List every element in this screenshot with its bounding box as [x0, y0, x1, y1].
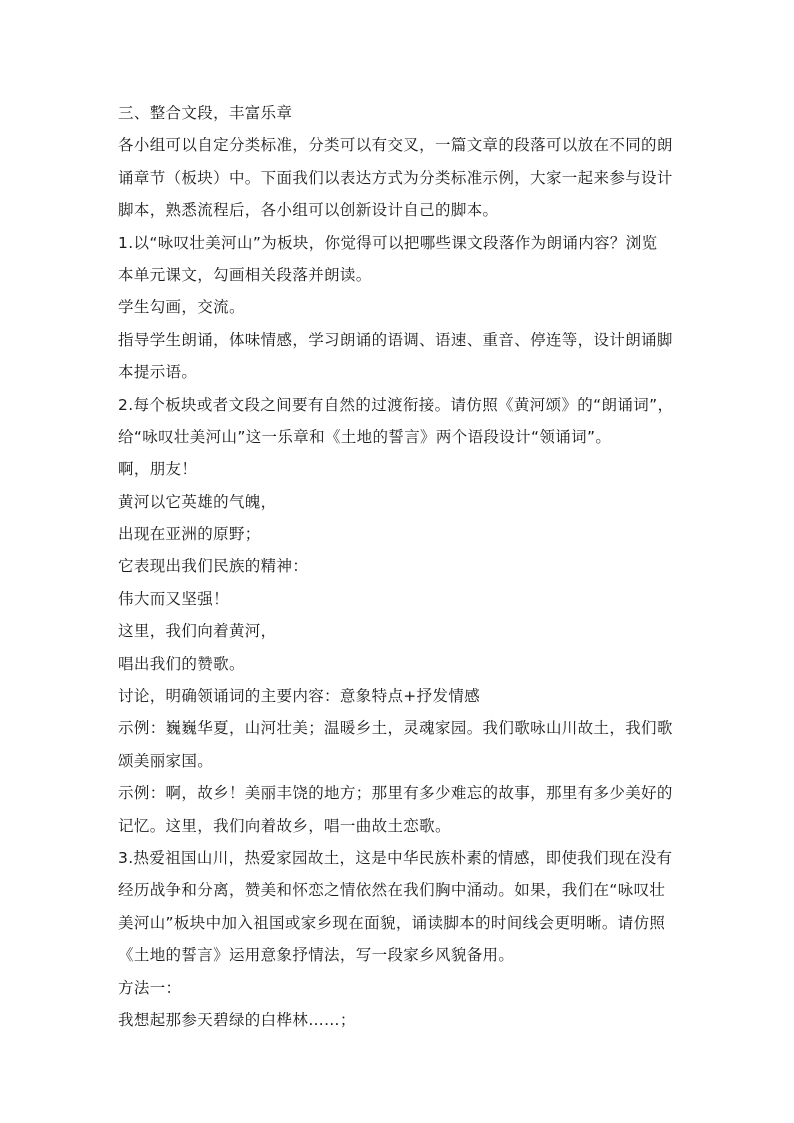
paragraph-line: 讨论，明确领诵词的主要内容：意象特点+抒发情感: [118, 687, 481, 706]
document-body: [118, 97, 678, 1036]
question-3-line: 美河山”板块中加入祖国或家乡现在面貌，诵读脚本的时间线会更明晰。请仿照: [118, 913, 666, 932]
question-2-line: 2.每个板块或者文段之间要有自然的过渡衔接。请仿照《黄河颂》的“朗诵词”，: [118, 395, 674, 414]
example-line: 记忆。这里，我们向着故乡，唱一曲故土恋歌。: [118, 816, 451, 835]
paragraph-line: 方法一：: [118, 978, 182, 997]
poem-line: 它表现出我们民族的精神：: [118, 557, 309, 576]
paragraph-line: 脚本，熟悉流程后，各小组可以创新设计自己的脚本。: [118, 201, 499, 220]
poem-line: 出现在亚洲的原野；: [118, 525, 261, 544]
paragraph-line: 诵章节（板块）中。下面我们以表达方式为分类标准示例，大家一起来参与设计: [118, 168, 673, 187]
question-3-line: 《土地的誓言》运用意象抒情法，写一段家乡风貌备用。: [118, 946, 515, 965]
example-line: 示例：啊，故乡！美丽丰饶的地方；那里有多少难忘的故事，那里有多少美好的: [118, 784, 673, 803]
section-heading: 三、整合文段，丰富乐章: [118, 104, 293, 122]
poem-line: 啊，朋友！: [118, 460, 198, 479]
example-line: 示例：巍巍华夏，山河壮美；温暖乡土，灵魂家园。我们歌咏山川故土，我们歌: [118, 719, 673, 738]
paragraph-line: 本提示语。: [118, 363, 198, 382]
paragraph-line: 各小组可以自定分类标准，分类可以有交叉，一篇文章的段落可以放在不同的朗: [118, 136, 673, 155]
paragraph-line: 我想起那参天碧绿的白桦林……；: [118, 1010, 356, 1029]
question-1-line: 本单元课文，勾画相关段落并朗读。: [118, 265, 372, 284]
poem-line: 唱出我们的赞歌。: [118, 654, 245, 673]
question-3-line: 3.热爱祖国山川，热爱家园故土，这是中华民族朴素的情感，即使我们现在没有: [118, 848, 673, 867]
question-2-line: 给“咏叹壮美河山”这一乐章和《土地的誓言》两个语段设计“领诵词”。: [118, 427, 612, 446]
poem-line: 这里，我们向着黄河，: [118, 622, 277, 641]
poem-line: 黄河以它英雄的气魄，: [118, 492, 277, 511]
question-1-line: 1.以“咏叹壮美河山”为板块，你觉得可以把哪些课文段落作为朗诵内容？浏览: [118, 233, 658, 252]
poem-line: 伟大而又坚强！: [118, 589, 229, 608]
example-line: 颂美丽家国。: [118, 751, 214, 770]
paragraph-line: 指导学生朗诵，体味情感，学习朗诵的语调、语速、重音、停连等，设计朗诵脚: [118, 330, 673, 349]
question-3-line: 经历战争和分离，赞美和怀恋之情依然在我们胸中涌动。如果，我们在“咏叹壮: [118, 881, 666, 900]
paragraph-line: 学生勾画，交流。: [118, 298, 245, 317]
